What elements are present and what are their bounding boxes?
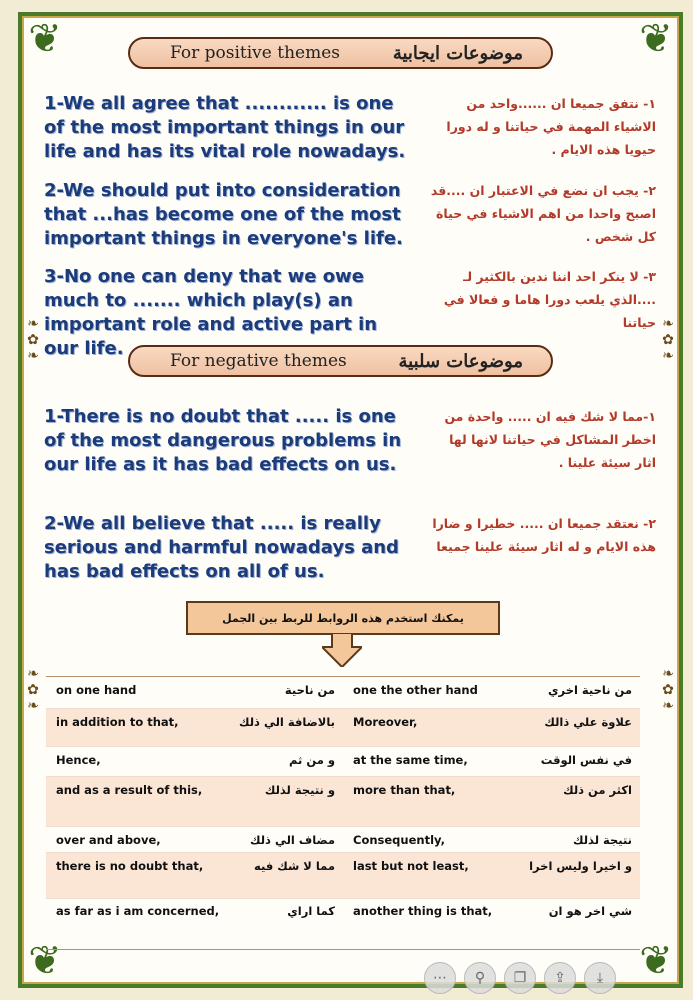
table-row <box>46 677 640 709</box>
sentence-ar: ٢- يجب ان نضع في الاعتبار ان ....قد اصبح واحدا من اهم الاشياء في حياة كل شخص . <box>430 183 656 244</box>
linker-ar: نتيجة لذلك <box>573 833 632 847</box>
linkers-banner: يمكنك استخدم هذه الروابط للربط بين الجمل <box>186 601 500 635</box>
linker-ar: و نتيجة لذلك <box>264 783 335 797</box>
linker-ar: كما اراي <box>287 904 335 918</box>
table-cell <box>343 827 640 852</box>
ornament-corner-icon: ❦ <box>28 938 62 984</box>
ornament-corner-icon: ❦ <box>639 16 673 62</box>
table-cell <box>46 709 343 746</box>
sentence-row <box>44 92 656 164</box>
linker-en: and as a result of this, <box>56 783 203 797</box>
linker-en: Consequently, <box>353 833 445 847</box>
header-title-ar: موضوعات ايجابية <box>392 42 523 64</box>
linker-en: another thing is that, <box>353 904 493 918</box>
linker-ar: من ناحية <box>284 683 335 697</box>
table-row <box>46 827 640 853</box>
linker-ar: شي اخر هو ان <box>548 904 632 918</box>
sentence-row <box>44 512 656 584</box>
header-title-en: For positive themes <box>170 43 340 63</box>
side-ornament-icon: ❧ ✿ ❧ <box>27 666 39 714</box>
table-cell <box>46 827 343 852</box>
linker-en: in addition to that, <box>56 715 179 729</box>
positive-themes-header <box>128 37 553 69</box>
table-cell <box>343 899 640 949</box>
linker-ar: في نفس الوقت <box>540 753 632 767</box>
linker-ar: من ناحية اخري <box>548 683 632 697</box>
linker-en: on one hand <box>56 683 137 697</box>
linker-ar: و اخيرا وليس اخرا <box>529 859 632 873</box>
table-cell <box>343 709 640 746</box>
ornament-corner-icon: ❦ <box>639 938 673 984</box>
linker-ar: مضاف الي ذلك <box>250 833 335 847</box>
sentence-row <box>44 179 656 251</box>
viewer-toolbar <box>424 962 616 992</box>
down-arrow-icon <box>322 633 362 667</box>
header-title-ar: موضوعات سلبية <box>398 350 523 372</box>
linker-en: Hence, <box>56 753 101 767</box>
table-row <box>46 777 640 827</box>
copy-icon[interactable]: ❐ <box>504 962 536 994</box>
table-cell <box>343 777 640 826</box>
linker-en: last but not least, <box>353 859 469 873</box>
linker-ar: مما لا شك فيه <box>254 859 335 873</box>
download-icon[interactable]: ⤓ <box>584 962 616 994</box>
side-ornament-icon: ❧ ✿ ❧ <box>662 666 674 714</box>
sentence-ar: ٢- نعتقد جميعا ان ..... خطيرا و ضارا هذه الايام و له اثار سيئة علينا جميعا <box>432 516 656 554</box>
table-row <box>46 853 640 899</box>
linker-en: there is no doubt that, <box>56 859 204 873</box>
linker-ar: بالاضافة الي ذلك <box>239 715 335 729</box>
sentence-ar: ١-مما لا شك فيه ان ..... واحدة من اخطر المشاكل في حياتنا لانها لها اثار سيئة علينا . <box>444 409 656 470</box>
linker-en: more than that, <box>353 783 456 797</box>
ornament-corner-icon: ❦ <box>28 16 62 62</box>
table-row <box>46 899 640 949</box>
more-icon[interactable]: ⋯ <box>424 962 456 994</box>
table-cell <box>46 747 343 776</box>
negative-themes-header <box>128 345 553 377</box>
side-ornament-icon: ❧ ✿ ❧ <box>662 316 674 364</box>
table-cell <box>343 853 640 898</box>
table-row <box>46 747 640 777</box>
linker-en: at the same time, <box>353 753 468 767</box>
table-cell <box>46 899 343 949</box>
linker-ar: اكثر من ذلك <box>563 783 632 797</box>
side-ornament-icon: ❧ ✿ ❧ <box>27 316 39 364</box>
linker-en: Moreover, <box>353 715 418 729</box>
linker-ar: علاوة علي ذالك <box>544 715 632 729</box>
linker-ar: و من ثم <box>289 753 335 767</box>
linker-en: over and above, <box>56 833 161 847</box>
sentence-row <box>44 405 656 477</box>
table-cell <box>46 777 343 826</box>
table-cell <box>343 677 640 708</box>
sentence-ar: ١- نتفق جميعا ان ......واحد من الاشياء المهمة في حياتنا و له دورا حيويا هذه الايام . <box>446 96 656 157</box>
share-icon[interactable]: ⇪ <box>544 962 576 994</box>
linkers-table <box>46 676 640 950</box>
table-cell <box>46 853 343 898</box>
table-cell <box>46 677 343 708</box>
sentence-ar: ٣- لا ينكر احد اننا ندين بالكثير لـ ....الذي يلعب دورا هاما و فعالا في حياتنا <box>443 269 656 330</box>
sentence-en: 1-There is no doubt that ..... is one of the most dangerous problems in our life as it has bad effects on us. <box>44 406 402 475</box>
sentence-en: 2-We all believe that ..... is really serious and harmful nowadays and has bad effects on all of us. <box>44 513 399 582</box>
header-title-en: For negative themes <box>170 351 347 371</box>
linker-en: as far as i am concerned, <box>56 904 220 918</box>
sentence-en: 1-We all agree that ............ is one of the most important things in our life and has its vital role nowadays. <box>44 93 406 162</box>
sentence-en: 3-No one can deny that we owe much to ....... which play(s) an important role and active part in our life. <box>44 266 378 359</box>
sentence-en: 2-We should put into consideration that ...has become one of the most important things in everyone's life. <box>44 180 403 249</box>
table-row <box>46 709 640 747</box>
linker-en: one the other hand <box>353 683 478 697</box>
zoom-icon[interactable]: ⚲ <box>464 962 496 994</box>
table-cell <box>343 747 640 776</box>
